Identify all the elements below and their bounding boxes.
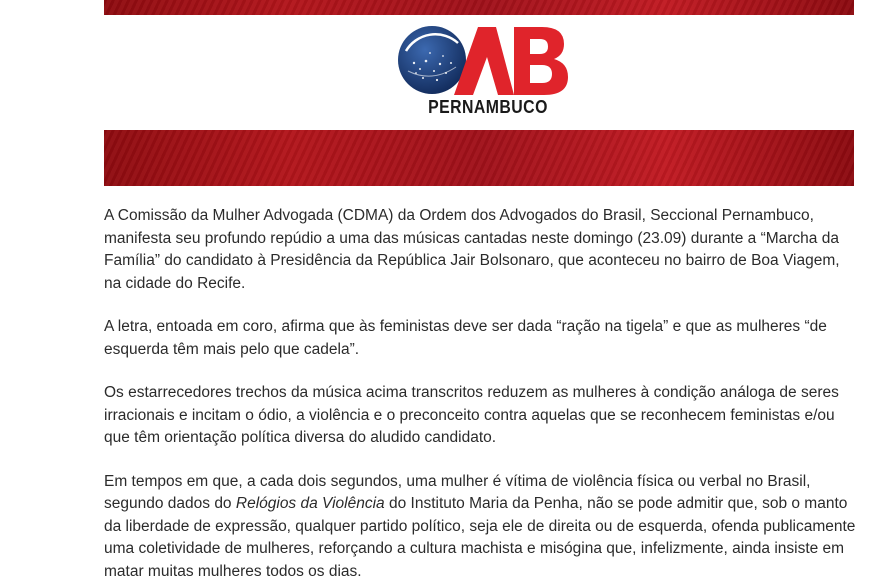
paragraph-4-text-start: Em tempos em que, a cada dois segundos, uma mulher é vítima de violência física ou verbal no Brasil, segundo dados do — [104, 472, 811, 512]
oab-logo — [396, 23, 576, 98]
header-red-band-top — [104, 0, 854, 15]
logo-subtitle: PERNAMBUCO — [428, 97, 548, 117]
paragraph-3: Os estarrecedores trechos da música acima transcritos reduzem as mulheres à condição análoga de seres irracionais e incitam o ódio, a violência e o preconceito contra aquelas que se reconhecem feministas e/ou que têm orientação política diversa do aludido candidato. — [104, 384, 839, 446]
paragraph-1: A Comissão da Mulher Advogada (CDMA) da Ordem dos Advogados do Brasil, Seccional Pernambuco, manifesta seu profundo repúdio a uma das músicas cantadas neste domingo (23.09) durante a “Marcha da Família” do candidato à Presidência da República Jair Bolsonaro, que aconteceu no bairro de Boa Viagem, na cidade do Recife. — [104, 207, 840, 292]
globe-icon — [398, 26, 466, 94]
logo-letter-b — [514, 27, 568, 95]
paragraph-4 — [104, 471, 856, 584]
header-logo-area — [104, 15, 854, 130]
paragraph-4-text-end: do Instituto Maria da Penha, não se pode admitir que, sob o manto da liberdade de expressão, qualquer partido político, seja ele de direita ou de esquerda, ofenda publicamente uma coletividade de mulheres, reforçando a cultura machista e misógina que, infelizmente, ainda insiste em matar muitas mulheres todos os dias. — [104, 495, 856, 580]
header-red-band-bottom — [104, 130, 854, 186]
article-body — [104, 205, 856, 585]
paragraph-2: A letra, entoada em coro, afirma que às feministas deve ser dada “ração na tigela” e que as mulheres “de esquerda têm mais pelo que cadela”. — [104, 318, 827, 358]
paragraph-4-italic-source: Relógios da Violência — [235, 495, 385, 512]
